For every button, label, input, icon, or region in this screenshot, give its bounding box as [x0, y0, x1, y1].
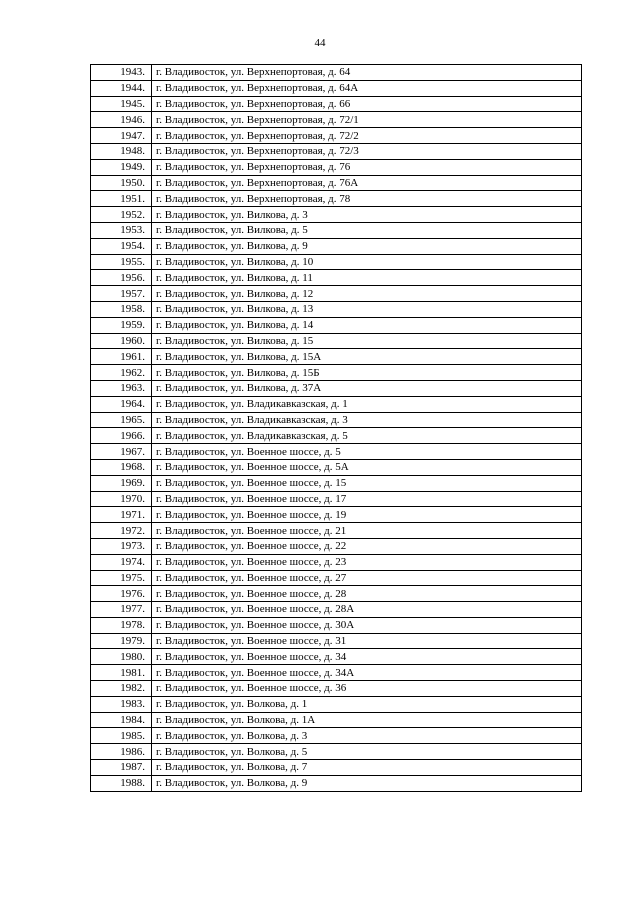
- row-number: 1965.: [91, 412, 152, 428]
- row-number: 1975.: [91, 570, 152, 586]
- row-number: 1950.: [91, 175, 152, 191]
- row-address: г. Владивосток, ул. Вилкова, д. 5: [152, 222, 582, 238]
- table-row: [91, 633, 582, 649]
- row-number: 1977.: [91, 602, 152, 618]
- table-row: [91, 459, 582, 475]
- table-row: [91, 396, 582, 412]
- row-number: 1988.: [91, 775, 152, 791]
- table-row: [91, 191, 582, 207]
- row-address: г. Владивосток, ул. Военное шоссе, д. 23: [152, 554, 582, 570]
- row-address: г. Владивосток, ул. Военное шоссе, д. 30А: [152, 617, 582, 633]
- row-address: г. Владивосток, ул. Военное шоссе, д. 5А: [152, 459, 582, 475]
- table-row: [91, 286, 582, 302]
- row-number: 1980.: [91, 649, 152, 665]
- row-address: г. Владивосток, ул. Волкова, д. 3: [152, 728, 582, 744]
- table-row: [91, 602, 582, 618]
- row-address: г. Владивосток, ул. Военное шоссе, д. 34: [152, 649, 582, 665]
- row-number: 1960.: [91, 333, 152, 349]
- row-address: г. Владивосток, ул. Вилкова, д. 10: [152, 254, 582, 270]
- row-number: 1947.: [91, 128, 152, 144]
- row-address: г. Владивосток, ул. Верхнепортовая, д. 64А: [152, 80, 582, 96]
- table-row: [91, 475, 582, 491]
- row-number: 1972.: [91, 523, 152, 539]
- row-address: г. Владивосток, ул. Военное шоссе, д. 36: [152, 681, 582, 697]
- row-number: 1964.: [91, 396, 152, 412]
- row-address: г. Владивосток, ул. Вилкова, д. 11: [152, 270, 582, 286]
- row-number: 1979.: [91, 633, 152, 649]
- row-number: 1955.: [91, 254, 152, 270]
- table-row: [91, 617, 582, 633]
- table-row: [91, 112, 582, 128]
- row-address: г. Владивосток, ул. Вилкова, д. 3: [152, 207, 582, 223]
- row-number: 1945.: [91, 96, 152, 112]
- row-number: 1962.: [91, 365, 152, 381]
- row-number: 1974.: [91, 554, 152, 570]
- row-address: г. Владивосток, ул. Военное шоссе, д. 31: [152, 633, 582, 649]
- row-number: 1971.: [91, 507, 152, 523]
- row-number: 1984.: [91, 712, 152, 728]
- row-address: г. Владивосток, ул. Военное шоссе, д. 21: [152, 523, 582, 539]
- address-table-body: [91, 65, 582, 792]
- table-row: [91, 412, 582, 428]
- row-number: 1976.: [91, 586, 152, 602]
- table-row: [91, 444, 582, 460]
- row-address: г. Владивосток, ул. Вилкова, д. 15Б: [152, 365, 582, 381]
- table-row: [91, 570, 582, 586]
- row-address: г. Владивосток, ул. Верхнепортовая, д. 76А: [152, 175, 582, 191]
- table-row: [91, 586, 582, 602]
- table-row: [91, 744, 582, 760]
- row-address: г. Владивосток, ул. Верхнепортовая, д. 72/2: [152, 128, 582, 144]
- row-address: г. Владивосток, ул. Военное шоссе, д. 5: [152, 444, 582, 460]
- row-number: 1954.: [91, 238, 152, 254]
- row-address: г. Владивосток, ул. Верхнепортовая, д. 76: [152, 159, 582, 175]
- row-number: 1968.: [91, 459, 152, 475]
- row-address: г. Владивосток, ул. Вилкова, д. 14: [152, 317, 582, 333]
- row-address: г. Владивосток, ул. Военное шоссе, д. 17: [152, 491, 582, 507]
- table-row: [91, 712, 582, 728]
- row-address: г. Владивосток, ул. Военное шоссе, д. 19: [152, 507, 582, 523]
- row-address: г. Владивосток, ул. Верхнепортовая, д. 64: [152, 65, 582, 81]
- row-address: г. Владивосток, ул. Владикавказская, д. 1: [152, 396, 582, 412]
- table-row: [91, 538, 582, 554]
- table-row: [91, 143, 582, 159]
- row-address: г. Владивосток, ул. Верхнепортовая, д. 66: [152, 96, 582, 112]
- table-row: [91, 665, 582, 681]
- row-number: 1948.: [91, 143, 152, 159]
- page-number: 44: [314, 37, 326, 49]
- table-row: [91, 238, 582, 254]
- row-number: 1953.: [91, 222, 152, 238]
- table-row: [91, 80, 582, 96]
- row-number: 1973.: [91, 538, 152, 554]
- table-row: [91, 365, 582, 381]
- table-row: [91, 96, 582, 112]
- table-row: [91, 301, 582, 317]
- row-address: г. Владивосток, ул. Вилкова, д. 37А: [152, 380, 582, 396]
- row-address: г. Владивосток, ул. Военное шоссе, д. 28: [152, 586, 582, 602]
- row-number: 1952.: [91, 207, 152, 223]
- row-address: г. Владивосток, ул. Вилкова, д. 15А: [152, 349, 582, 365]
- table-row: [91, 523, 582, 539]
- table-row: [91, 728, 582, 744]
- table-row: [91, 207, 582, 223]
- table-row: [91, 554, 582, 570]
- row-address: г. Владивосток, ул. Военное шоссе, д. 15: [152, 475, 582, 491]
- table-row: [91, 349, 582, 365]
- row-number: 1985.: [91, 728, 152, 744]
- row-address: г. Владивосток, ул. Вилкова, д. 12: [152, 286, 582, 302]
- row-address: г. Владивосток, ул. Военное шоссе, д. 34А: [152, 665, 582, 681]
- row-number: 1983.: [91, 696, 152, 712]
- row-address: г. Владивосток, ул. Волкова, д. 1: [152, 696, 582, 712]
- table-row: [91, 491, 582, 507]
- row-number: 1943.: [91, 65, 152, 81]
- row-number: 1982.: [91, 681, 152, 697]
- table-row: [91, 254, 582, 270]
- row-number: 1957.: [91, 286, 152, 302]
- table-row: [91, 507, 582, 523]
- row-address: г. Владивосток, ул. Верхнепортовая, д. 72/3: [152, 143, 582, 159]
- row-address: г. Владивосток, ул. Волкова, д. 5: [152, 744, 582, 760]
- row-address: г. Владивосток, ул. Вилкова, д. 15: [152, 333, 582, 349]
- table-row: [91, 270, 582, 286]
- row-address: г. Владивосток, ул. Владикавказская, д. 5: [152, 428, 582, 444]
- table-row: [91, 696, 582, 712]
- row-address: г. Владивосток, ул. Волкова, д. 7: [152, 760, 582, 776]
- row-number: 1959.: [91, 317, 152, 333]
- row-address: г. Владивосток, ул. Владикавказская, д. 3: [152, 412, 582, 428]
- table-row: [91, 65, 582, 81]
- table-row: [91, 333, 582, 349]
- row-address: г. Владивосток, ул. Верхнепортовая, д. 72/1: [152, 112, 582, 128]
- row-address: г. Владивосток, ул. Вилкова, д. 13: [152, 301, 582, 317]
- row-number: 1944.: [91, 80, 152, 96]
- row-number: 1970.: [91, 491, 152, 507]
- table-row: [91, 128, 582, 144]
- table-row: [91, 222, 582, 238]
- row-number: 1958.: [91, 301, 152, 317]
- table-row: [91, 380, 582, 396]
- table-row: [91, 760, 582, 776]
- table-row: [91, 428, 582, 444]
- row-number: 1981.: [91, 665, 152, 681]
- table-row: [91, 159, 582, 175]
- row-address: г. Владивосток, ул. Вилкова, д. 9: [152, 238, 582, 254]
- row-number: 1966.: [91, 428, 152, 444]
- table-row: [91, 775, 582, 791]
- row-number: 1946.: [91, 112, 152, 128]
- row-number: 1963.: [91, 380, 152, 396]
- row-address: г. Владивосток, ул. Военное шоссе, д. 22: [152, 538, 582, 554]
- table-row: [91, 649, 582, 665]
- row-number: 1969.: [91, 475, 152, 491]
- row-number: 1978.: [91, 617, 152, 633]
- row-number: 1949.: [91, 159, 152, 175]
- row-number: 1967.: [91, 444, 152, 460]
- row-address: г. Владивосток, ул. Верхнепортовая, д. 78: [152, 191, 582, 207]
- table-row: [91, 175, 582, 191]
- row-address: г. Владивосток, ул. Волкова, д. 9: [152, 775, 582, 791]
- row-number: 1951.: [91, 191, 152, 207]
- address-table: [90, 64, 582, 792]
- row-address: г. Владивосток, ул. Волкова, д. 1А: [152, 712, 582, 728]
- row-address: г. Владивосток, ул. Военное шоссе, д. 28А: [152, 602, 582, 618]
- table-row: [91, 317, 582, 333]
- row-number: 1987.: [91, 760, 152, 776]
- row-number: 1956.: [91, 270, 152, 286]
- table-row: [91, 681, 582, 697]
- row-number: 1986.: [91, 744, 152, 760]
- row-number: 1961.: [91, 349, 152, 365]
- row-address: г. Владивосток, ул. Военное шоссе, д. 27: [152, 570, 582, 586]
